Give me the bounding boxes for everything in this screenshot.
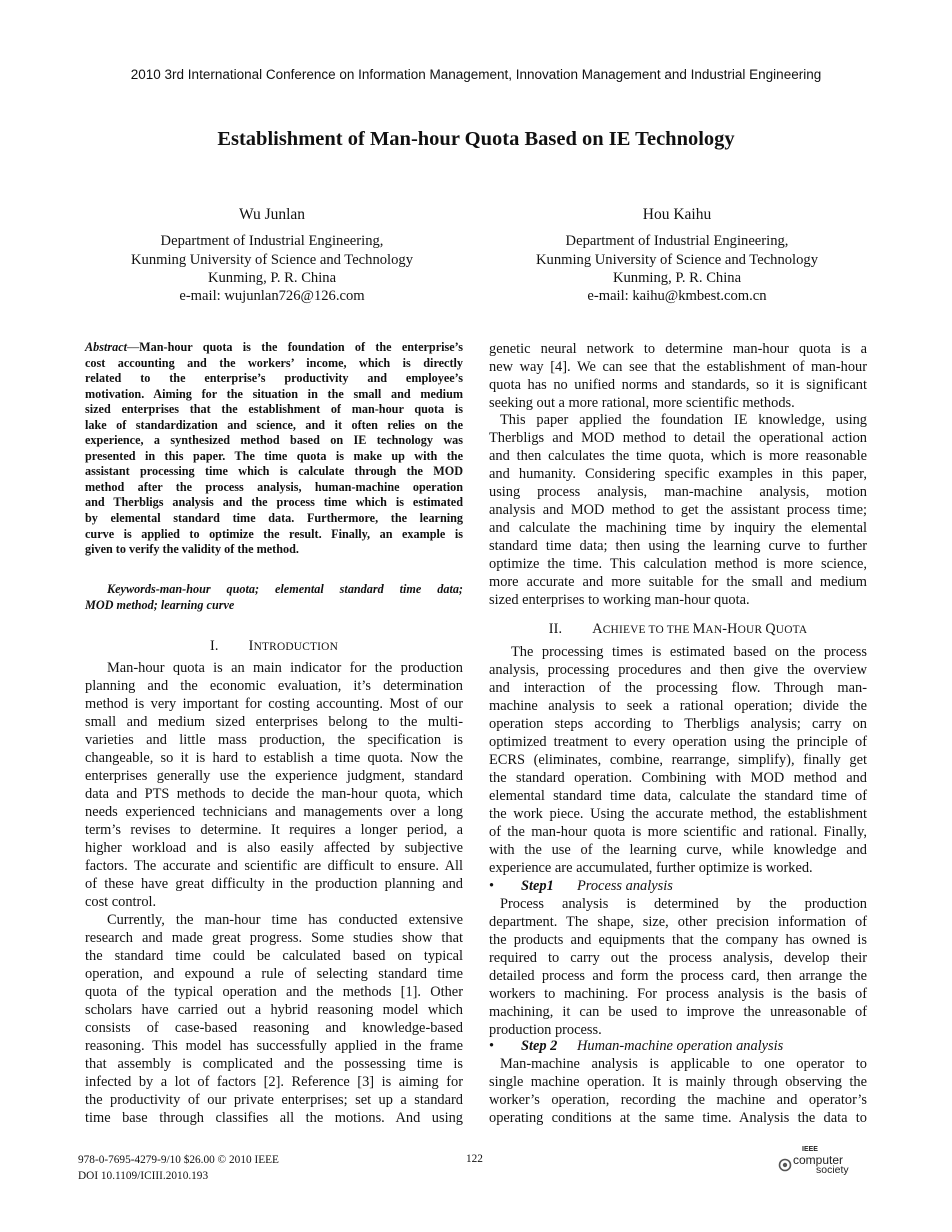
abstract-line: sized enterprises that the establishment of man-hour quota is [85, 402, 463, 417]
step-label: Step 2 [521, 1038, 558, 1054]
intro-paragraph-2 [85, 911, 463, 1127]
step2-heading [489, 1037, 783, 1055]
step-label: Step1 [521, 878, 554, 894]
text-line: and humanity. Considering specific examples in this paper, [489, 466, 867, 482]
author-block-2 [477, 206, 877, 305]
text-line: reasoning. This model has successfully applied in the frame [85, 1038, 463, 1054]
text-line: of the man-hour quota is more scientific and rational. Finally, [489, 824, 867, 840]
keywords [85, 582, 463, 613]
text-line: the standard operation. Combining with MOD method and [489, 770, 867, 786]
text-line: experience are accumulated, further optimize is worked. [489, 860, 813, 876]
text-line: worker’s operation, recording the machine and operator’s [489, 1092, 867, 1108]
author-city: Kunming, P. R. China [207, 269, 337, 286]
logo-ieee-text: IEEE [802, 1146, 818, 1153]
text-line: using process analysis, man-machine analysis, motion [489, 484, 867, 500]
text-line: genetic neural network to determine man-hour quota is a [489, 341, 867, 357]
text-line: that assembly is complicated and the possessing time is [85, 1056, 463, 1072]
section-title-part: AN [705, 624, 723, 636]
text-line: quota has no unified norms and standards, so it is significant [489, 377, 867, 393]
paragraph-processing-times [489, 643, 867, 877]
abstract-line: cost accounting and the workers’ income, which is directly [85, 355, 463, 370]
text-line: factors. The accurate and scientific are difficult to ensure. All [85, 858, 463, 874]
keywords-line: MOD method; learning curve [85, 597, 235, 612]
conference-header: 2010 3rd International Conference on Information Management, Innovation Management and Industrial Engineering [130, 67, 822, 82]
text-line: seeking out a more rational, more scientific methods. [489, 395, 795, 411]
step1-heading [489, 877, 673, 895]
text-line: scholars have carried out a hybrid reasoning model which [85, 1002, 463, 1018]
text-line: quota of the typical operation and the methods [1]. Other [85, 984, 463, 1000]
section-title-initial: I [248, 638, 254, 654]
text-line: the productivity of our private enterprises; set up a standard [85, 1092, 463, 1108]
text-line: standard time data; then using the learning curve to further [489, 538, 867, 554]
text-line: changeable, so it is hard to establish a time quota. Now the [85, 750, 463, 766]
step-title: Human-machine operation analysis [577, 1038, 784, 1054]
text-line: data and PTS methods to decide the man-hour quota, which [85, 786, 463, 802]
text-line: enterprises generally use the experience judgment, standard [85, 768, 463, 784]
text-line: analysis and MOD method to get the assistant process time; [489, 502, 867, 518]
author-block-1 [72, 206, 472, 305]
logo-computer-text: computer [793, 1153, 844, 1167]
text-line: the products and equipments that the company has owned is [489, 932, 867, 948]
abstract-line: given to verify the validity of the method. [85, 542, 299, 557]
abstract-line: curve is applied to optimize the result. Finally, an example is [85, 526, 463, 541]
section-number: I. [209, 638, 219, 654]
text-line: needs experienced technicians and managements over a long [85, 804, 463, 820]
abstract-line: experience, a synthesized method based on IE technology was [85, 433, 463, 448]
text-line: detailed process and form the process card, then arrange the [489, 968, 867, 984]
text-line: infected by a lot of factors [2]. Reference [3] is aiming for [85, 1074, 463, 1090]
text-line: required to carry out the process analysis, develop their [489, 950, 867, 966]
text-line: of these have great difficulty in the production planning and [85, 876, 463, 892]
text-line: The processing times is estimated based on the process [511, 644, 867, 660]
text-line: production process. [489, 1022, 602, 1038]
abstract-label: Abstract [85, 340, 127, 354]
author-dept: Department of Industrial Engineering, [160, 233, 384, 250]
abstract-line-0 [85, 340, 463, 356]
text-line: and then calculates the time quota, which is more reasonable [489, 448, 867, 464]
abstract-line: method after the process analysis, human-machine operation [85, 479, 463, 494]
abstract-line: by elemental standard time data. Furthermore, the learning [85, 511, 463, 526]
logo-society-text: society [816, 1164, 849, 1176]
abstract [85, 340, 463, 558]
text-line: machine analysis to seek a rational operation; divide the [489, 698, 867, 714]
author-email[interactable]: e-mail: kaihu@kmbest.com.cn [587, 288, 767, 305]
text-line: time base through classifies all the motions. And using [85, 1110, 463, 1126]
text-line: workers to machining. For process analysis is the basis of [489, 986, 867, 1002]
footer-copyright [78, 1153, 279, 1184]
text-line: elemental standard time data, calculate the standard time of [489, 788, 867, 804]
text-line: cost control. [85, 894, 157, 910]
bullet-icon: • [489, 878, 495, 894]
section-title-part: M [692, 621, 706, 637]
text-line: operation steps according to Therbligs analysis; carry on [489, 716, 867, 732]
abstract-line: assistant processing time which is calculate through the MOD [85, 464, 463, 479]
keywords-line: Keywords-man-hour quota; elemental standard time data; [107, 582, 463, 596]
text-line: ECRS (eliminates, combine, rearrange, simplify), finally get [489, 752, 867, 768]
section-title-part: CHIEVE TO THE [602, 624, 693, 636]
section-number: II. [548, 621, 563, 637]
author-name: Wu Junlan [238, 206, 306, 223]
abstract-line: presented in this paper. The time quota is make up with the [85, 448, 463, 463]
paragraph-process-analysis [489, 895, 867, 1039]
text-line: varieties and little mass production, the specification is [85, 732, 463, 748]
intro-paragraph-1 [85, 659, 463, 911]
text-line: single machine operation. It is mainly through observing the [489, 1074, 867, 1090]
text-line: analysis, processing procedures and then give the overview [489, 662, 867, 678]
logo-dot-icon [783, 1163, 787, 1167]
section-title-part: UOTA [775, 624, 808, 636]
abstract-dash: — [126, 340, 140, 354]
author-name: Hou Kaihu [642, 206, 712, 223]
text-line: with the use of the learning curve, while knowledge and [489, 842, 867, 858]
text-line: method is very important for costing accounting. Most of our [85, 696, 463, 712]
text-line: term’s revises to determine. It requires a longer period, a [85, 822, 463, 838]
text-line: research and made great progress. Some studies show that [85, 930, 463, 946]
text-line: department. The shape, size, other precision information of [489, 914, 867, 930]
text-line: more accurate and more suitable for the small and medium [489, 574, 867, 590]
section-title-rest: NTRODUCTION [253, 641, 339, 653]
text-line: optimized treatment to every operation using the principle of [489, 734, 867, 750]
paragraph-man-machine [489, 1055, 867, 1127]
text-line: consists of case-based reasoning and knowledge-based [85, 1020, 463, 1036]
author-dept: Department of Industrial Engineering, [565, 233, 789, 250]
text-line: planning and the economic evaluation, it’s determination [85, 678, 463, 694]
step-title: Process analysis [577, 878, 673, 894]
text-line: and calculate the machining time by inquiry the elemental [489, 520, 867, 536]
text-line: machining, it can be used to improve the unreasonable of [489, 1004, 867, 1020]
paragraph-continued [489, 340, 867, 412]
paragraph-this-paper [489, 411, 867, 609]
section-title-part: OUR [737, 624, 766, 636]
text-line: Therbligs and MOD method to detail the operational action [489, 430, 867, 446]
author-univ: Kunming University of Science and Technology [535, 251, 818, 268]
footer-isbn: 978-0-7695-4279-9/10 $26.00 © 2010 IEEE [78, 1154, 279, 1166]
text-line: Process analysis is determined by the production [500, 896, 867, 912]
text-line: the standard time could be calculated based on typical [85, 948, 463, 964]
abstract-line: Man-hour quota is the foundation of the enterprise’s [139, 340, 463, 354]
paper-title: Establishment of Man-hour Quota Based on IE Technology [217, 128, 735, 150]
abstract-line: motivation. Aiming for the situation in the small and medium [85, 386, 463, 401]
text-line: This paper applied the foundation IE knowledge, using [500, 412, 867, 428]
text-line: and interaction of the processing flow. Through man- [489, 680, 867, 696]
text-line: new way [4]. We can see that the establishment of man-hour [489, 359, 867, 375]
text-line: optimize the time. This calculation method is more science, [489, 556, 867, 572]
text-line: Man-machine analysis is applicable to one operator to [500, 1056, 867, 1072]
author-city: Kunming, P. R. China [612, 269, 742, 286]
text-line: Currently, the man-hour time has conducted extensive [107, 912, 463, 928]
section-heading-achieve [489, 620, 867, 639]
text-line: operation, and expound a rule of selecting standard time [85, 966, 463, 982]
ieee-computer-society-logo [776, 1146, 866, 1180]
section-title-part: -H [722, 621, 738, 637]
text-line: higher workload and is also easily affected by subjective [85, 840, 463, 856]
abstract-line: related to the enterprise’s productivity and employee’s [85, 371, 463, 386]
section-title-part: Q [765, 621, 776, 637]
text-line: small and medium sized enterprises belong to the multi- [85, 714, 463, 730]
author-email[interactable]: e-mail: wujunlan726@126.com [179, 288, 365, 305]
section-heading-introduction [85, 637, 463, 656]
author-univ: Kunming University of Science and Technology [130, 251, 413, 268]
abstract-line: and Therbligs analysis and the process time which is estimated [85, 495, 463, 510]
bullet-icon: • [489, 1038, 495, 1054]
section-title-part: A [592, 621, 603, 637]
abstract-line: lake of standardization and science, and it often relies on the [85, 417, 463, 432]
text-line: operating conditions at the same time. Analysis the data to [489, 1110, 867, 1126]
page-number: 122 [466, 1153, 483, 1165]
footer-doi: DOI 10.1109/ICIII.2010.193 [78, 1169, 209, 1182]
text-line: sized enterprises to working man-hour quota. [489, 592, 750, 608]
text-line: Man-hour quota is an main indicator for the production [107, 660, 463, 676]
text-line: the work piece. Using the accurate method, the establishment [489, 806, 867, 822]
